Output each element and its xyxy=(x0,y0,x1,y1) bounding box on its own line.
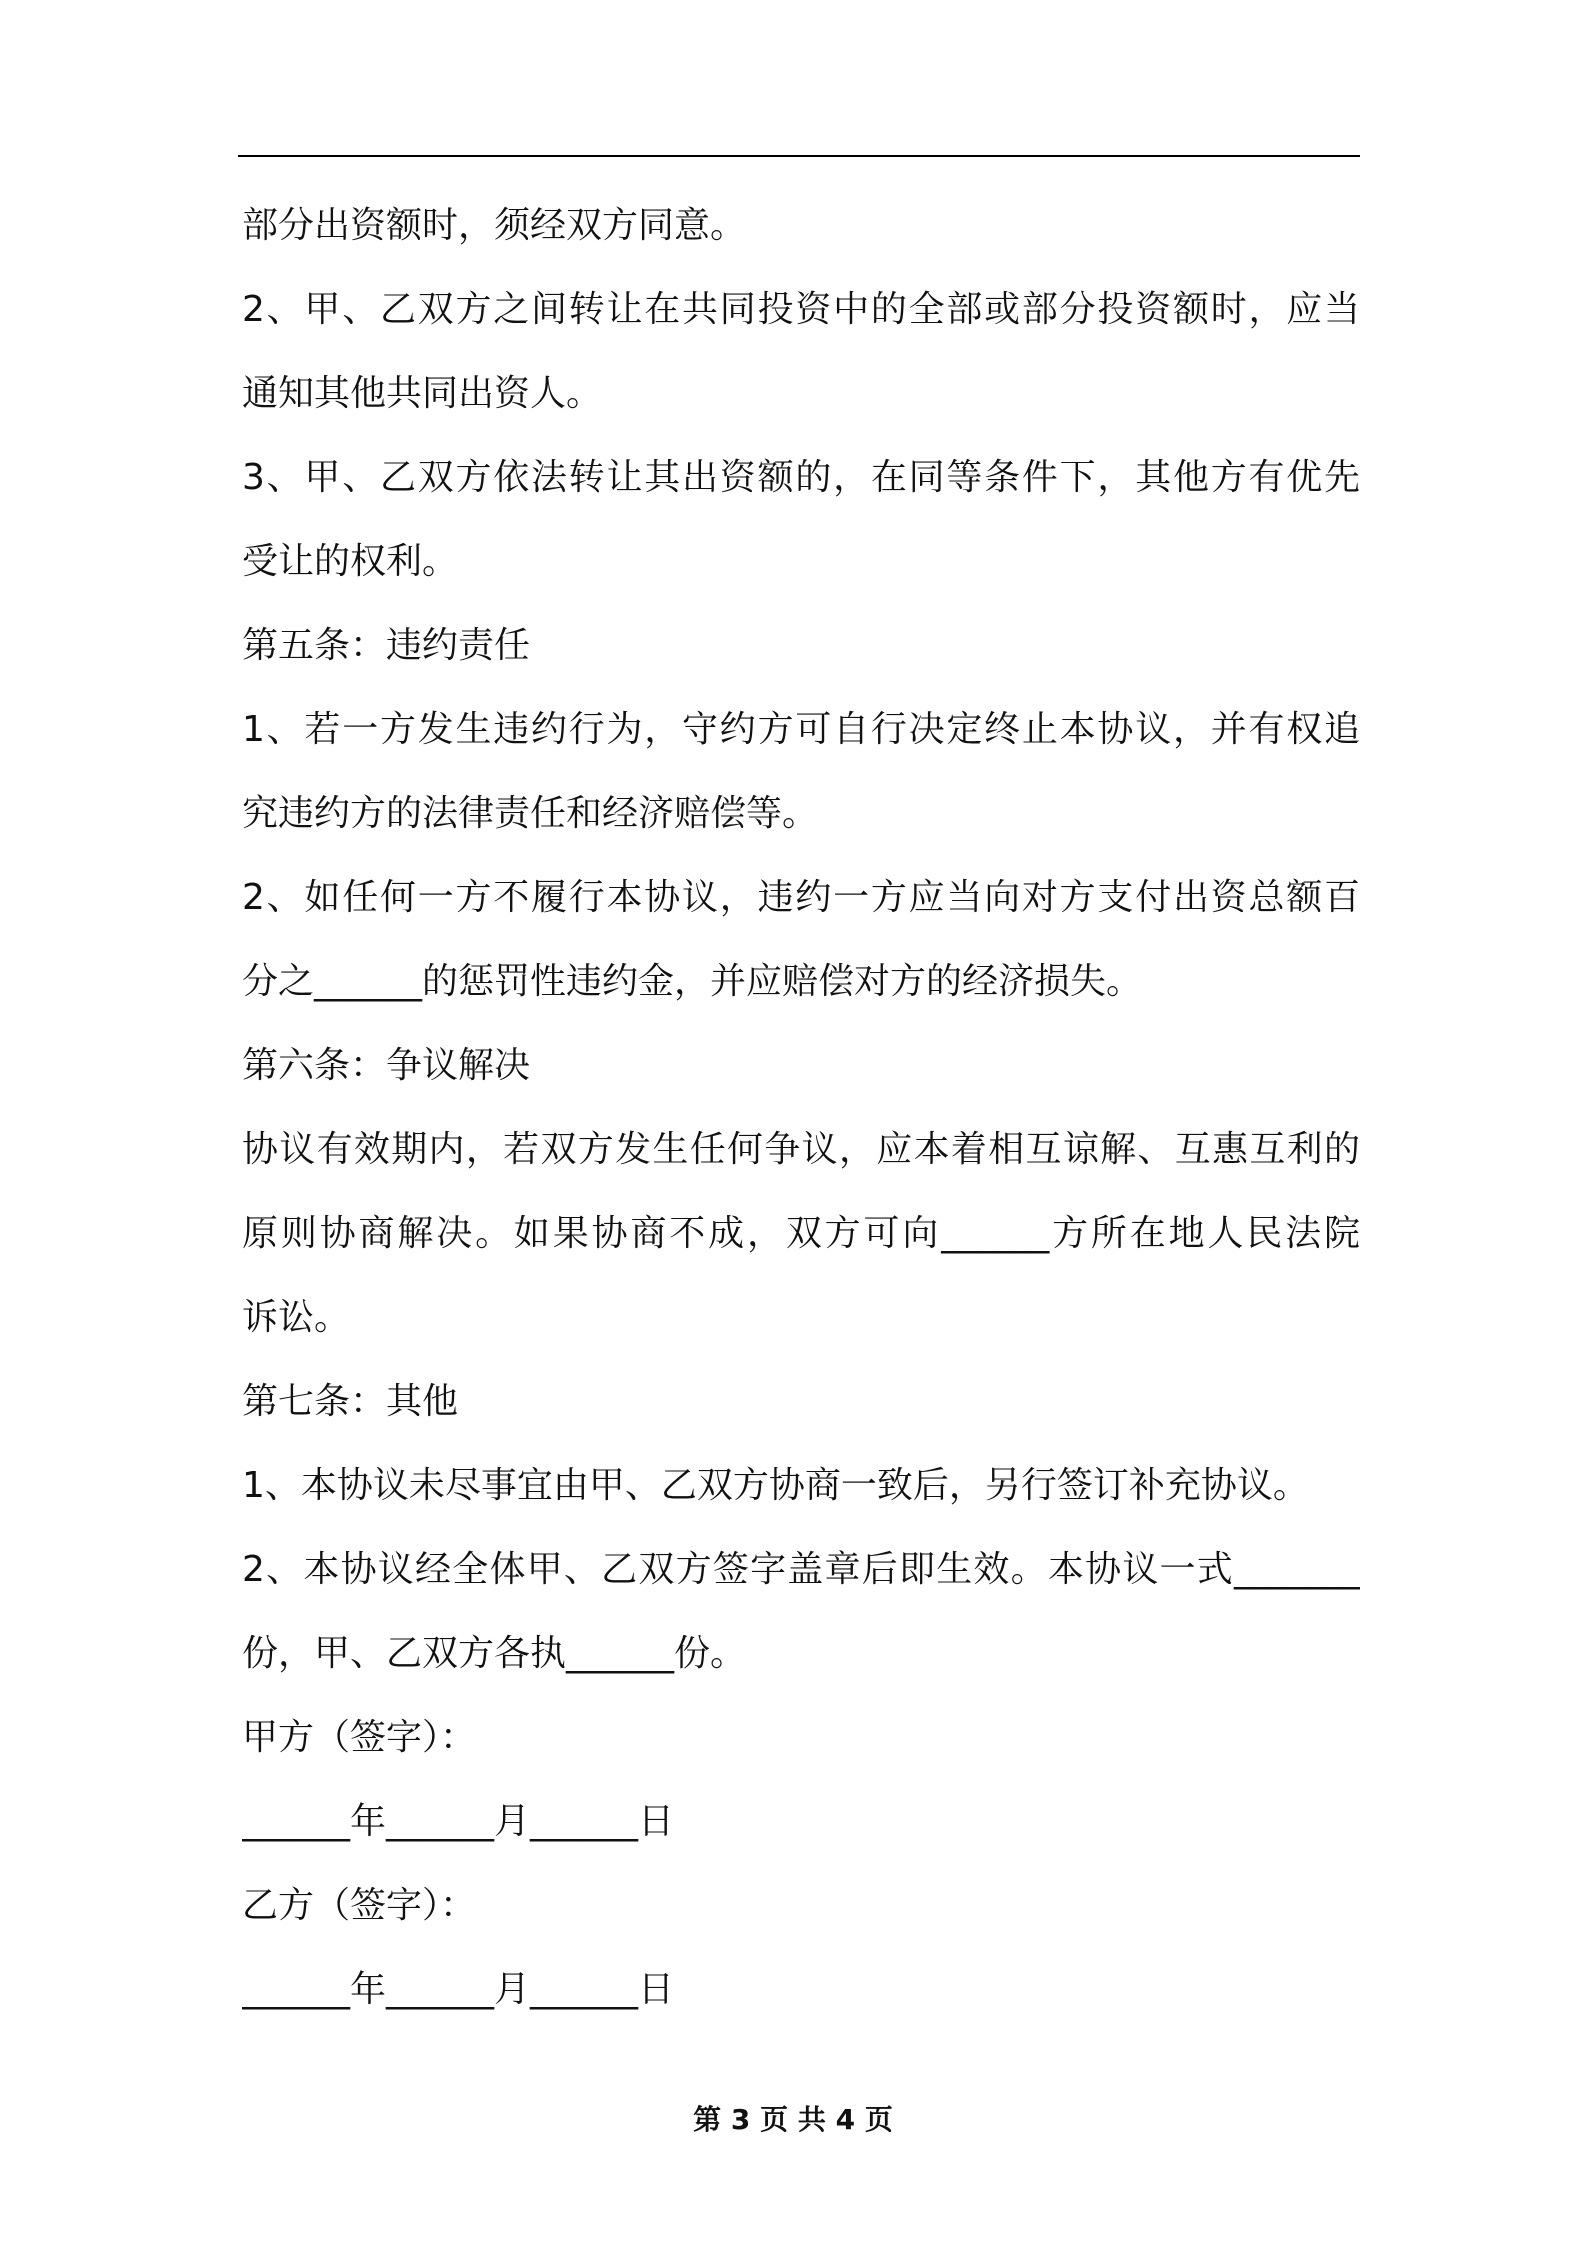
article-heading: 第六条：争议解决 xyxy=(242,1045,531,1086)
text-line: 分之______的惩罚性违约金，并应赔偿对方的经济损失。 xyxy=(242,961,1143,1002)
article-6 xyxy=(242,1024,1360,1360)
page-indicator: 第 3 页 共 4 页 xyxy=(693,2103,893,2136)
article-6-body xyxy=(242,1108,1360,1360)
article-4-item-3 xyxy=(242,436,1360,604)
text-line: 原则协商解决。如果协商不成，双方可向______方所在地人民法院 xyxy=(242,1213,1360,1254)
text-line: 通知其他共同出资人。 xyxy=(242,373,603,414)
text-line: 部分出资额时，须经双方同意。 xyxy=(242,205,747,246)
signature-date-blank: ______年______月______日 xyxy=(242,1801,675,1842)
text-line: 1、若一方发生违约行为，守约方可自行决定终止本协议，并有权追 xyxy=(242,709,1360,750)
document-body xyxy=(242,184,1360,2032)
signature-label: 甲方（签字）： xyxy=(242,1717,477,1758)
text-line: 3、甲、乙双方依法转让其出资额的，在同等条件下，其他方有优先 xyxy=(242,457,1360,498)
text-line: 份，甲、乙双方各执______份。 xyxy=(242,1633,747,1674)
article-4-item-2 xyxy=(242,268,1360,436)
signature-date-blank: ______年______月______日 xyxy=(242,1969,675,2010)
text-line: 受让的权利。 xyxy=(242,541,459,582)
text-line: 2、如任何一方不履行本协议，违约一方应当向对方支付出资总额百 xyxy=(242,877,1360,918)
text-line: 协议有效期内，若双方发生任何争议，应本着相互谅解、互惠互利的 xyxy=(242,1129,1360,1170)
article-5 xyxy=(242,604,1360,1024)
signature-block-party-b xyxy=(242,1864,1360,2032)
paragraph-continuation xyxy=(242,184,1360,268)
page-footer xyxy=(0,2100,1586,2140)
article-7-item-1 xyxy=(242,1444,1360,1528)
text-line: 1、本协议未尽事宜由甲、乙双方协商一致后，另行签订补充协议。 xyxy=(242,1465,1309,1506)
signature-label: 乙方（签字）： xyxy=(242,1885,477,1926)
text-line: 究违约方的法律责任和经济赔偿等。 xyxy=(242,793,819,834)
signature-block-party-a xyxy=(242,1696,1360,1864)
text-line: 诉讼。 xyxy=(242,1297,351,1338)
article-heading: 第七条：其他 xyxy=(242,1381,459,1422)
text-line: 2、本协议经全体甲、乙双方签字盖章后即生效。本协议一式_______ xyxy=(242,1549,1360,1590)
article-7-item-2 xyxy=(242,1528,1360,1696)
header-rule xyxy=(238,155,1360,157)
article-5-item-1 xyxy=(242,688,1360,856)
article-7 xyxy=(242,1360,1360,1696)
article-heading: 第五条：违约责任 xyxy=(242,625,531,666)
article-5-item-2 xyxy=(242,856,1360,1024)
text-line: 2、甲、乙双方之间转让在共同投资中的全部或部分投资额时，应当 xyxy=(242,289,1360,330)
